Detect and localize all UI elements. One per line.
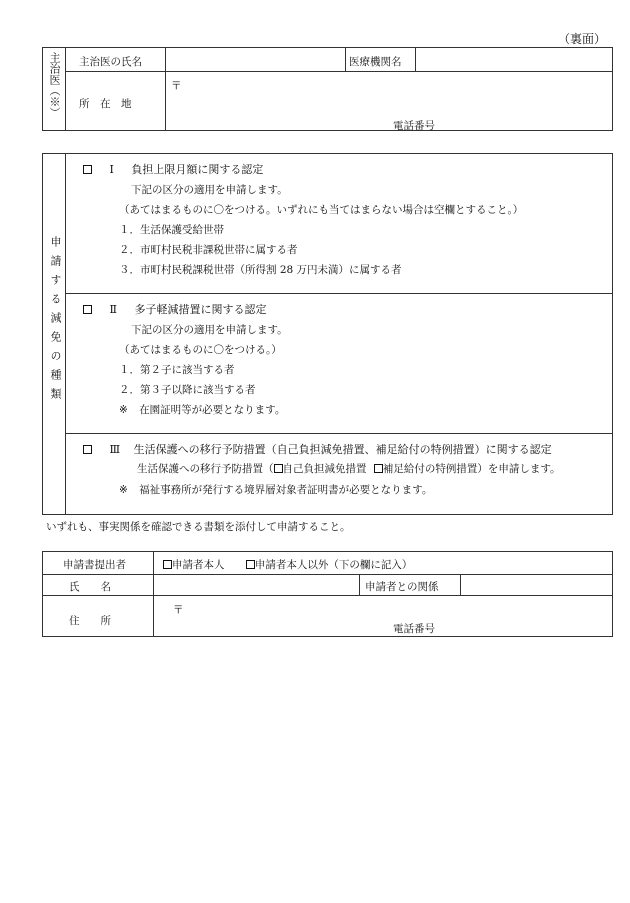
- doctor-address-field[interactable]: [183, 76, 603, 116]
- section3-note-text: 福祉事務所が発行する境界層対象者証明書が必要となります。: [139, 484, 433, 496]
- section1-checkbox[interactable]: [83, 165, 92, 174]
- divider: [43, 574, 612, 575]
- section3-header: [83, 441, 552, 457]
- divider: [65, 154, 66, 514]
- section2-line1: 下記の区分の適用を申請します。: [131, 324, 288, 336]
- section1-item-2[interactable]: ２．市町村民税非課税世帯に属する者: [119, 244, 298, 256]
- applicant-name-label: 氏 名: [69, 581, 111, 593]
- divider: [345, 48, 346, 71]
- divider: [359, 574, 360, 595]
- doctor-side-label: 主治医（※）: [48, 52, 61, 118]
- section3-title: 生活保護への移行予防措置（自己負担減免措置、補足給付の特例措置）に関する認定: [133, 443, 552, 456]
- section3-line1-prefix: 生活保護への移行予防措置（: [137, 463, 274, 475]
- attach-note: いずれも、事実関係を確認できる書類を添付して申請すること。: [46, 521, 351, 533]
- postal-mark: 〒: [173, 604, 184, 616]
- reduction-type-table: [42, 153, 613, 515]
- section2-title: 多子軽減措置に関する認定: [134, 303, 267, 316]
- divider: [415, 48, 416, 71]
- option-self-label: 申請者本人: [172, 559, 225, 571]
- applicant-address-field[interactable]: [185, 598, 605, 620]
- section1-item-1[interactable]: １．生活保護受給世帯: [119, 224, 224, 236]
- divider: [65, 48, 66, 130]
- note-mark: ※: [119, 484, 128, 496]
- section1-numeral: Ⅰ: [109, 163, 114, 176]
- divider: [460, 574, 461, 595]
- applicant-table: [42, 551, 613, 637]
- relation-field[interactable]: [465, 576, 607, 593]
- section1-line1: 下記の区分の適用を申請します。: [131, 184, 288, 196]
- divider: [165, 48, 166, 130]
- institution-label: 医療機関名: [349, 56, 402, 68]
- section3-checkbox[interactable]: [83, 445, 92, 454]
- section3-numeral: Ⅲ: [109, 443, 121, 456]
- reduction-side-label: 申請する減免の種類: [49, 236, 62, 407]
- institution-field[interactable]: [421, 50, 606, 69]
- section2-note-text: 在園証明等が必要となります。: [139, 404, 286, 416]
- section2-numeral: Ⅱ: [109, 303, 117, 316]
- section1-header: [83, 161, 263, 177]
- option-supplement-checkbox[interactable]: [374, 464, 383, 473]
- doctor-name-field[interactable]: [171, 50, 341, 69]
- section2-item-1[interactable]: １．第２子に該当する者: [119, 364, 235, 376]
- section1-line2: （あてはまるものに〇をつける。いずれにも当てはまらない場合は空欄とすること。）: [119, 204, 524, 216]
- divider: [65, 293, 612, 294]
- option-other-checkbox[interactable]: [246, 560, 255, 569]
- doctor-name-label: 主治医の氏名: [79, 56, 142, 68]
- option-self-pay-checkbox[interactable]: [274, 464, 283, 473]
- section2-header: [83, 301, 266, 317]
- option-supplement-label: 補足給付の特例措置: [382, 463, 478, 475]
- section3-line1: [137, 461, 561, 476]
- option-self-pay-label: 自己負担減免措置: [282, 463, 367, 475]
- section3-line1-suffix: ）を申請します。: [477, 463, 561, 475]
- divider: [43, 595, 612, 596]
- page-side-label: （裏面）: [558, 32, 607, 46]
- relation-label: 申請者との関係: [365, 581, 439, 593]
- applicant-name-field[interactable]: [159, 576, 354, 593]
- doctor-address-label: 所 在 地: [79, 98, 132, 110]
- applicant-phone-label: 電話番号: [393, 623, 435, 635]
- note-mark: ※: [119, 404, 128, 416]
- section3-note: [119, 482, 432, 497]
- postal-mark: 〒: [171, 80, 182, 92]
- option-self-checkbox[interactable]: [163, 560, 172, 569]
- section2-line2: （あてはまるものに〇をつける。）: [119, 344, 282, 356]
- option-other-label: 申請者本人以外（下の欄に記入）: [254, 559, 413, 571]
- section2-checkbox[interactable]: [83, 305, 92, 314]
- section2-item-2[interactable]: ２．第３子以降に該当する者: [119, 384, 256, 396]
- divider: [153, 552, 154, 636]
- section2-note: [119, 402, 285, 417]
- divider: [65, 71, 612, 72]
- submitter-label: 申請書提出者: [63, 559, 126, 571]
- submitter-options: [163, 557, 412, 572]
- doctor-phone-label: 電話番号: [393, 120, 435, 132]
- applicant-address-label: 住 所: [69, 615, 111, 627]
- doctor-info-table: [42, 47, 613, 131]
- section1-title: 負担上限月額に関する認定: [131, 163, 264, 176]
- divider: [65, 433, 612, 434]
- section1-item-3[interactable]: ３．市町村民税課税世帯（所得割 28 万円未満）に属する者: [119, 264, 402, 276]
